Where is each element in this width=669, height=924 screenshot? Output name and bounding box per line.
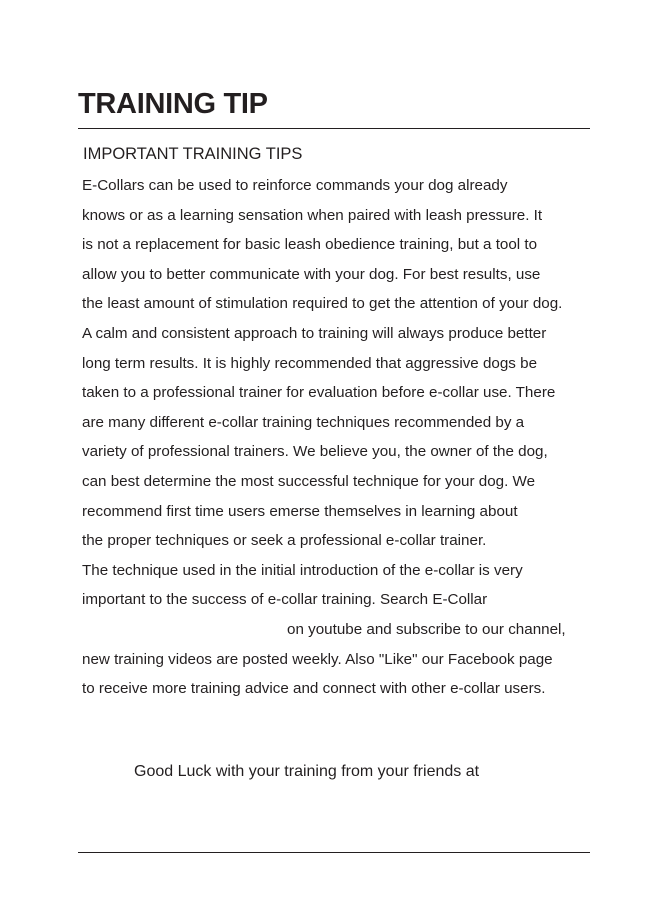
body-line: to receive more training advice and connect with other e-collar users. — [82, 680, 546, 698]
page-title: TRAINING TIP — [78, 88, 268, 120]
body-line: knows or as a learning sensation when paired with leash pressure. It — [82, 206, 543, 224]
closing-line: Good Luck with your training from your friends at — [134, 763, 480, 780]
body-line: taken to a professional trainer for evaluation before e-collar use. There — [82, 384, 556, 402]
title-divider — [78, 128, 590, 129]
body-line: can best determine the most successful technique for your dog. We — [82, 472, 536, 490]
footer-divider — [78, 852, 590, 853]
body-line: allow you to better communicate with your dog. For best results, use — [82, 265, 541, 283]
body-line: the least amount of stimulation required to get the attention of your dog. — [82, 295, 563, 313]
body-text — [82, 171, 602, 704]
body-line: new training videos are posted weekly. Also "Like" our Facebook page — [82, 650, 553, 668]
body-line: E-Collars can be used to reinforce commands your dog already — [82, 177, 508, 194]
body-line: A calm and consistent approach to training will always produce better — [82, 324, 547, 342]
body-line: variety of professional trainers. We believe you, the owner of the dog, — [82, 443, 548, 461]
body-line: are many different e-collar training techniques recommended by a — [82, 413, 525, 431]
body-line: on youtube and subscribe to our channel, — [287, 620, 566, 638]
body-line: long term results. It is highly recommended that aggressive dogs be — [82, 354, 538, 372]
body-line: is not a replacement for basic leash obedience training, but a tool to — [82, 236, 538, 254]
body-line: the proper techniques or seek a professional e-collar trainer. — [82, 532, 487, 550]
section-heading: IMPORTANT TRAINING TIPS — [83, 145, 303, 163]
body-line: important to the success of e-collar training. Search E-Collar — [82, 591, 488, 609]
body-line: The technique used in the initial introduction of the e-collar is very — [82, 561, 523, 579]
body-line: recommend first time users emerse themselves in learning about — [82, 502, 518, 520]
